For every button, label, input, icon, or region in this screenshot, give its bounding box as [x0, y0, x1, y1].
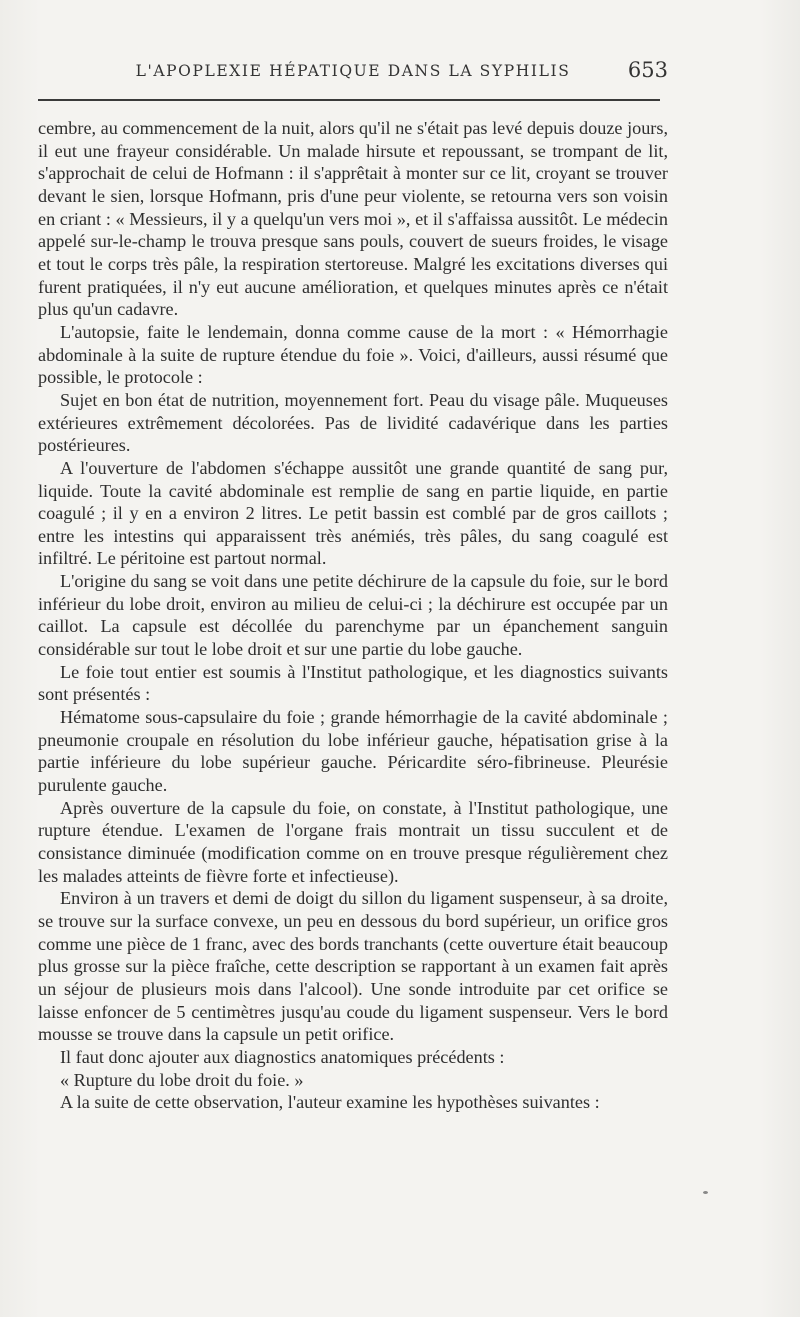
paragraph-9: Environ à un travers et demi de doigt du sillon du ligament suspenseur, à sa droite, se trouve sur la surface convexe, un peu en dessous du bord supérieur, un orifice gros comme une pièce de 1 franc, avec des bords tranchants (cette ouverture était beaucoup plus grosse sur la pièce fraîche, cette description se rapportant à un examen fait après un séjour de plusieurs mois dans l'alcool). Une sonde introduite par cet orifice se laisse enfoncer de 5 centimètres jusqu'au coude du ligament suspenseur. Vers le bord mousse se trouve dans la capsule un petit orifice. [38, 888, 668, 1045]
paragraph-12: A la suite de cette observation, l'auteur examine les hypothèses suivantes : [60, 1092, 600, 1113]
paragraph-7: Hématome sous-capsulaire du foie ; grande hémorrhagie de la cavité abdominale ; pneumonie croupale en résolution du lobe inférieur gauche, hépatisation grise à la partie inférieure du lobe supérieur gauche. Péricardite séro-fibrineuse. Pleurésie purulente gauche. [38, 707, 668, 796]
page-header [38, 58, 668, 88]
paragraph-1: cembre, au commencement de la nuit, alors qu'il ne s'était pas levé depuis douze jours, il eut une frayeur considérable. Un malade hirsute et repoussant, se trompant de lit, s'approchait de celui de Hofmann : il s'apprêtait à monter sur ce lit, croyant se trouver devant le sien, lorsque Hofmann, pris d'une peur violente, se retourna vers son voisin en criant : « Messieurs, il y a quelqu'un vers moi », et il s'affaissa aussitôt. Le médecin appelé sur-le-champ le trouva presque sans pouls, couvert de sueurs froides, le visage et tout le corps très pâle, la respiration stertoreuse. Malgré les excitations diverses qui furent pratiquées, il n'y eut aucune amélioration, et quelques minutes après ce n'était plus qu'un cadavre. [38, 118, 668, 320]
paragraph-8: Après ouverture de la capsule du foie, on constate, à l'Institut pathologique, une rupture étendue. L'examen de l'organe frais montrait un tissu succulent et de consistance diminuée (modification comme on en trouve presque régulièrement chez les malades atteints de fièvre forte et infectieuse). [38, 797, 668, 886]
paragraph-5: L'origine du sang se voit dans une petite déchirure de la capsule du foie, sur le bord inférieur du lobe droit, environ au milieu de celui-ci ; la déchirure est occupée par un caillot. La capsule est décollée du parenchyme par un épanchement sanguin considérable sur tout le lobe droit et sur une partie du lobe gauche. [38, 571, 668, 660]
body-text [38, 117, 668, 1114]
paragraph-4: A l'ouverture de l'abdomen s'échappe aussitôt une grande quantité de sang pur, liquide. Toute la cavité abdominale est remplie de sang en partie liquide, en partie coagulé ; il y en a environ 2 litres. Le petit bassin est comblé par de gros caillots ; entre les intestins qui apparaissent très anémiés, très pâles, du sang coagulé est infiltré. Le péritoine est partout normal. [38, 457, 668, 569]
header-rule [38, 99, 660, 101]
paragraph-11: « Rupture du lobe droit du foie. » [60, 1069, 304, 1090]
running-title: L'APOPLEXIE HÉPATIQUE DANS LA SYPHILIS [135, 62, 571, 80]
paragraph-6: Le foie tout entier est soumis à l'Institut pathologique, et les diagnostics suivants sont présentés : [38, 661, 668, 705]
margin-speck [703, 1191, 708, 1194]
page-number: 653 [627, 58, 668, 82]
paragraph-2: L'autopsie, faite le lendemain, donna comme cause de la mort : « Hémorrhagie abdominale à la suite de rupture étendue du foie ». Voici, d'ailleurs, aussi résumé que possible, le protocole : [38, 321, 668, 388]
paragraph-3: Sujet en bon état de nutrition, moyennement fort. Peau du visage pâle. Muqueuses extérieures extrêmement décolorées. Pas de lividité cadavérique dans les parties postérieures. [38, 389, 668, 456]
paragraph-10: Il faut donc ajouter aux diagnostics anatomiques précédents : [60, 1046, 505, 1067]
